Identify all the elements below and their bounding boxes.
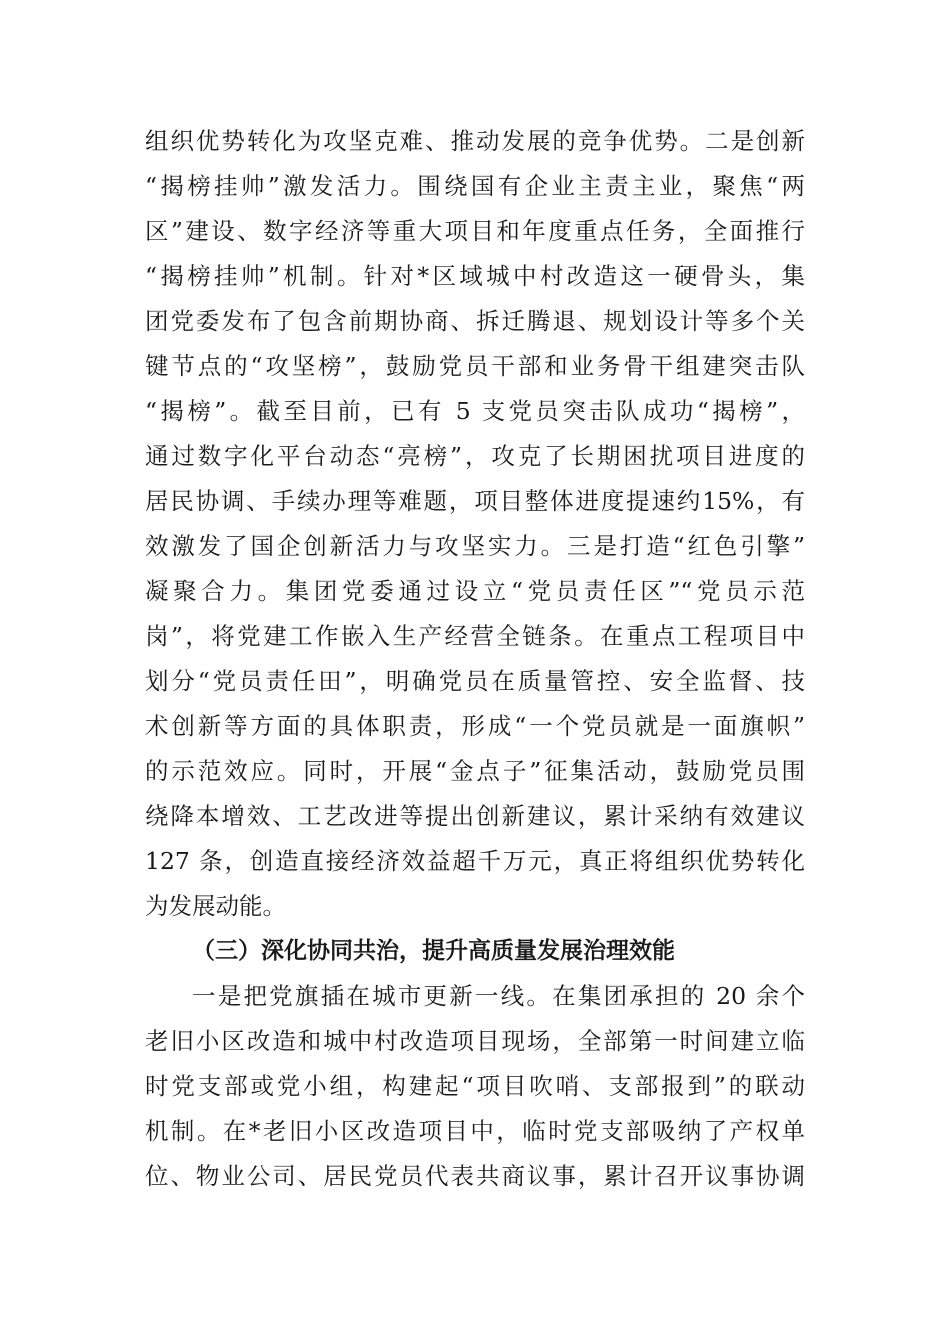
paragraph-line: 术创新等方面的具体职责，形成“一个党员就是一面旗帜” [145, 712, 805, 740]
paragraph-line: 居民协调、手续办理等难题，项目整体进度提速约15%，有 [145, 487, 805, 515]
paragraph-line: 键节点的“攻坚榜”，鼓励党员干部和业务骨干组建突击队 [145, 352, 805, 380]
paragraph-line: 的示范效应。同时，开展“金点子”征集活动，鼓励党员围 [145, 757, 805, 785]
paragraph-line: 一是把党旗插在城市更新一线。在集团承担的 20 余个 [192, 982, 805, 1010]
paragraph-line: “揭榜挂帅”激发活力。围绕国有企业主责主业，聚焦“两 [145, 172, 805, 200]
paragraph-line: 岗”，将党建工作嵌入生产经营全链条。在重点工程项目中 [145, 622, 805, 650]
paragraph-line: 通过数字化平台动态“亮榜”，攻克了长期困扰项目进度的 [145, 442, 805, 470]
paragraph-line: 绕降本增效、工艺改进等提出创新建议，累计采纳有效建议 [145, 802, 805, 830]
paragraph-line: 时党支部或党小组，构建起“项目吹哨、支部报到”的联动 [145, 1072, 805, 1100]
paragraph-line: 位、物业公司、居民党员代表共商议事，累计召开议事协调 [145, 1162, 805, 1190]
paragraph-line: “揭榜挂帅”机制。针对*区域城中村改造这一硬骨头，集 [145, 262, 805, 290]
paragraph-line: 组织优势转化为攻坚克难、推动发展的竞争优势。二是创新 [145, 127, 805, 155]
section-heading: （三）深化协同共治，提升高质量发展治理效能 [192, 938, 675, 964]
paragraph-line: 机制。在*老旧小区改造项目中，临时党支部吸纳了产权单 [145, 1117, 805, 1145]
paragraph-line: 团党委发布了包含前期协商、拆迁腾退、规划设计等多个关 [145, 307, 805, 335]
paragraph-line: 凝聚合力。集团党委通过设立“党员责任区”“党员示范 [145, 577, 805, 605]
paragraph-line: “揭榜”。截至目前，已有 5 支党员突击队成功“揭榜”， [145, 397, 805, 425]
paragraph-line: 127 条，创造直接经济效益超千万元，真正将组织优势转化 [145, 847, 805, 875]
paragraph-line: 效激发了国企创新活力与攻坚实力。三是打造“红色引擎” [145, 532, 805, 560]
paragraph-line: 老旧小区改造和城中村改造项目现场，全部第一时间建立临 [145, 1027, 805, 1055]
paragraph-line: 为发展动能。 [145, 892, 286, 920]
paragraph-line: 区”建设、数字经济等重大项目和年度重点任务，全面推行 [145, 217, 805, 245]
paragraph-line: 划分“党员责任田”，明确党员在质量管控、安全监督、技 [145, 667, 805, 695]
